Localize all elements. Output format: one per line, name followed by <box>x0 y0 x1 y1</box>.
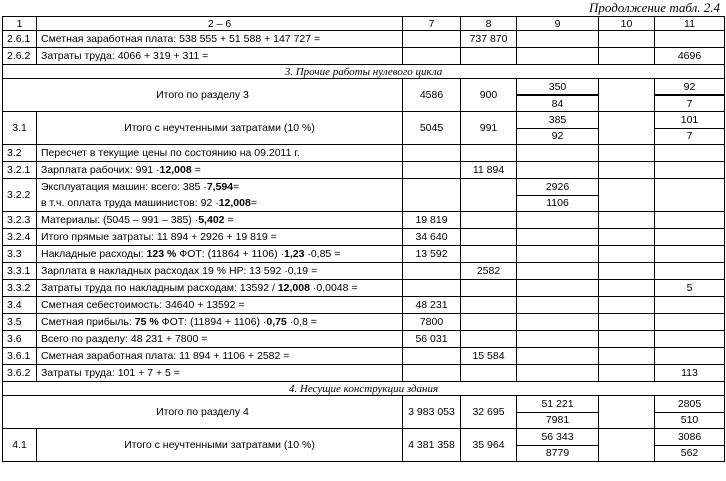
row-description: Пересчет в текущие цены по состоянию на 09.2011 г. <box>37 145 403 162</box>
table-row <box>3 212 725 229</box>
cell-col11-bottom: 7 <box>655 128 724 145</box>
row-number: 4.1 <box>3 429 37 462</box>
table-caption: Продолжение табл. 2.4 <box>589 0 720 15</box>
cell-col7: 48 231 <box>403 297 461 314</box>
header-cell: 8 <box>461 17 517 31</box>
cell-col8: 11 894 <box>461 162 517 179</box>
row-number: 3.3.2 <box>3 280 37 297</box>
row-description: Итого с неучтенными затратами (10 %) <box>37 429 403 462</box>
row-number: 3.2 <box>3 145 37 162</box>
cell-col7: 34 640 <box>403 229 461 246</box>
cell-col9-top: 385 <box>548 113 567 126</box>
cell-col9-top: 350 <box>548 80 567 93</box>
row-description: Итого с неучтенными затратами (10 %) <box>37 112 403 145</box>
table-row <box>3 280 725 297</box>
header-cell: 2 – 6 <box>37 17 403 31</box>
cell-col11-top: 2805 <box>677 397 702 410</box>
cell-col9-top: 56 343 <box>541 430 574 443</box>
cell-col8: 2582 <box>461 263 517 280</box>
row-description: Сметная заработная плата: 11 894 + 1106 + 2582 = <box>37 348 403 365</box>
cell-col8: 737 870 <box>461 31 517 48</box>
row-number: 3.2.4 <box>3 229 37 246</box>
row-description: Затраты труда по накладным расходам: 13592 / 12,008 ·0,0048 = <box>37 280 403 297</box>
cell-col11: 113 <box>655 365 725 382</box>
table-row <box>3 145 725 162</box>
section-row <box>3 382 725 396</box>
header-cell: 10 <box>599 17 655 31</box>
row-description: Сметная заработная плата: 538 555 + 51 588 + 147 727 = <box>37 31 403 48</box>
table-row <box>3 263 725 280</box>
cell-col7: 4 381 358 <box>403 429 461 462</box>
table-row <box>3 112 725 145</box>
row-number: 3.3 <box>3 246 37 263</box>
cell-col8: 900 <box>461 79 517 112</box>
table-row <box>3 396 725 429</box>
cell-col7: 7800 <box>403 314 461 331</box>
cell-col9-top: 2926 <box>545 180 570 193</box>
row-number: 2.6.1 <box>3 31 37 48</box>
row-number: 3.4 <box>3 297 37 314</box>
row-description: Итого по разделу 4 <box>3 396 403 429</box>
cell-col11-bottom: 562 <box>655 445 724 462</box>
row-number: 2.6.2 <box>3 48 37 65</box>
row-description: Затраты труда: 4066 + 319 + 311 = <box>37 48 403 65</box>
table-row <box>3 246 725 263</box>
table-row <box>3 79 725 112</box>
row-description: Накладные расходы: 123 % ФОТ: (11864 + 1106) ·1,23 ·0,85 = <box>37 246 403 263</box>
row-description: Итого по разделу 3 <box>3 79 403 112</box>
section-row <box>3 65 725 79</box>
header-row <box>3 17 725 31</box>
row-number: 3.1 <box>3 112 37 145</box>
table-row <box>3 179 725 212</box>
row-description: Материалы: (5045 – 991 – 385) ·5,402 = <box>37 212 403 229</box>
header-cell: 9 <box>517 17 599 31</box>
row-description: Затраты труда: 101 + 7 + 5 = <box>37 365 403 382</box>
cell-col9-bottom: 8779 <box>517 445 598 462</box>
table-row <box>3 348 725 365</box>
table-row <box>3 297 725 314</box>
row-number: 3.2.2 <box>3 179 37 212</box>
row-description: Зарплата рабочих: 991 ·12,008 = <box>37 162 403 179</box>
row-description: Итого прямые затраты: 11 894 + 2926 + 19 819 = <box>37 229 403 246</box>
cell-col8: 32 695 <box>461 396 517 429</box>
table-row <box>3 229 725 246</box>
row-number: 3.6 <box>3 331 37 348</box>
row-number: 3.6.2 <box>3 365 37 382</box>
cell-col8: 15 584 <box>461 348 517 365</box>
cell-col11-top: 101 <box>680 113 699 126</box>
cell-col11-top: 3086 <box>677 430 702 443</box>
cell-col7: 4586 <box>403 79 461 112</box>
table-row <box>3 162 725 179</box>
estimate-table <box>2 16 725 462</box>
cell-col9-bottom: 7981 <box>517 412 598 429</box>
row-number: 3.2.3 <box>3 212 37 229</box>
row-description: Зарплата в накладных расходах 19 % НР: 13 592 ·0,19 = <box>37 263 403 280</box>
table-row <box>3 48 725 65</box>
header-cell: 11 <box>655 17 725 31</box>
row-number: 3.6.1 <box>3 348 37 365</box>
cell-col7: 3 983 053 <box>403 396 461 429</box>
cell-col9-bottom: 1106 <box>517 195 598 212</box>
section-title: 3. Прочие работы нулевого цикла <box>3 65 725 79</box>
table-row <box>3 429 725 462</box>
cell-col11: 4696 <box>655 48 725 65</box>
row-number: 3.3.1 <box>3 263 37 280</box>
cell-col8: 991 <box>461 112 517 145</box>
cell-col8: 35 964 <box>461 429 517 462</box>
cell-col7: 5045 <box>403 112 461 145</box>
row-number: 3.2.1 <box>3 162 37 179</box>
cell-col11-bottom: 510 <box>655 412 724 429</box>
section-title: 4. Несущие конструкции здания <box>3 382 725 396</box>
cell-col9-top: 51 221 <box>541 397 574 410</box>
row-description: Сметная себестоимость: 34640 + 13592 = <box>37 297 403 314</box>
header-cell: 1 <box>3 17 37 31</box>
cell-col11-bottom: 7 <box>655 94 724 111</box>
header-cell: 7 <box>403 17 461 31</box>
cell-col9-bottom: 84 <box>517 94 598 111</box>
cell-col11: 5 <box>655 280 725 297</box>
cell-col7: 56 031 <box>403 331 461 348</box>
cell-col9-bottom: 92 <box>517 128 598 145</box>
table-row <box>3 31 725 48</box>
row-number: 3.5 <box>3 314 37 331</box>
cell-col11-top: 92 <box>683 80 696 93</box>
row-description: Эксплуатация машин: всего: 385 · 7,594 = в т.ч. оплата труда машинистов: 92 · 12,008 = <box>37 179 403 212</box>
table-row <box>3 331 725 348</box>
row-description: Сметная прибыль: 75 % ФОТ: (11894 + 1106) ·0,75 ·0,8 = <box>37 314 403 331</box>
table-row <box>3 314 725 331</box>
table-row <box>3 365 725 382</box>
cell-col7: 13 592 <box>403 246 461 263</box>
cell-col7: 19 819 <box>403 212 461 229</box>
row-description: Всего по разделу: 48 231 + 7800 = <box>37 331 403 348</box>
